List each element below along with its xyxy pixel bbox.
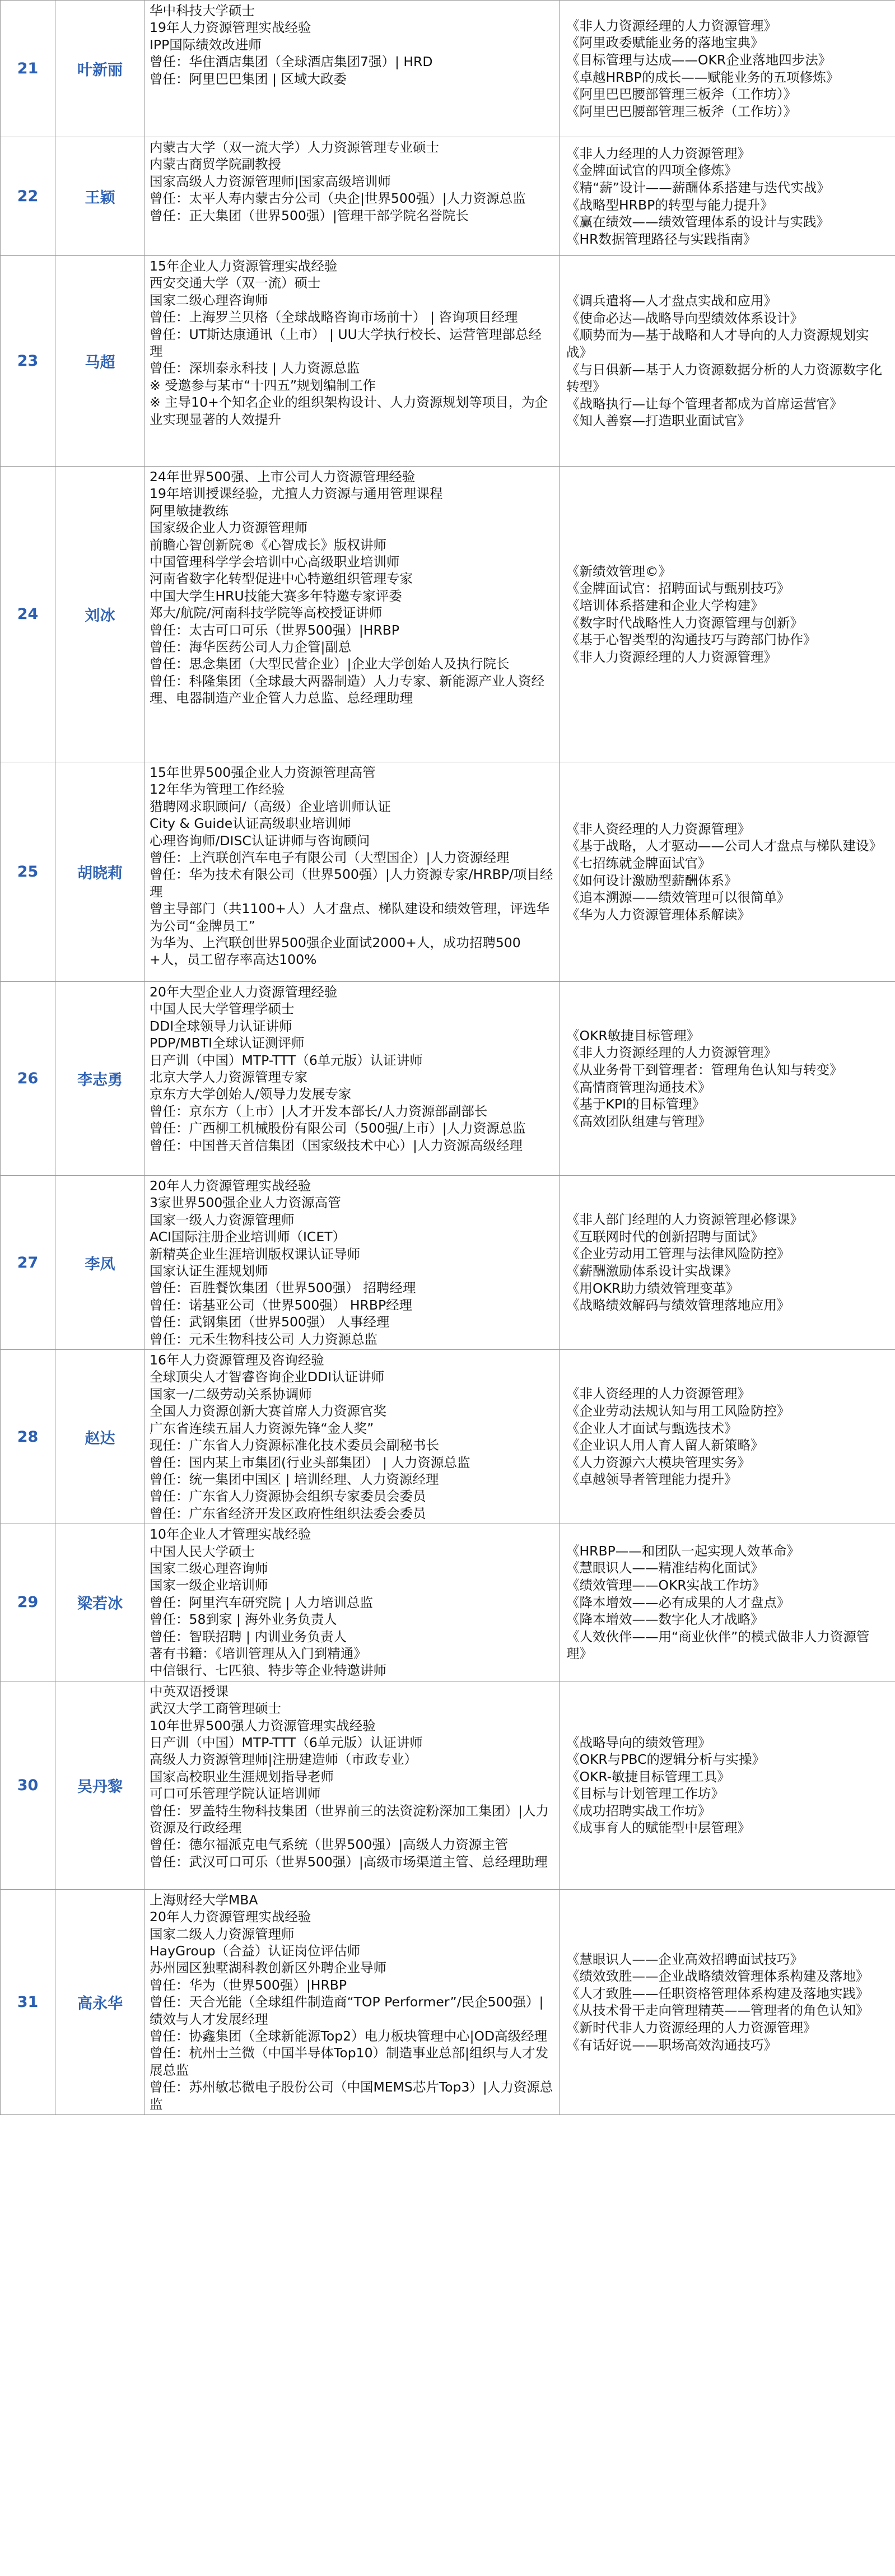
- row-number: 28: [1, 1350, 55, 1524]
- course-title: 《非人力资源经理的人力资源管理》: [566, 649, 777, 665]
- lecturer-courses: [560, 256, 895, 467]
- bio-line: 15年世界500强企业人力资源管理高管: [150, 765, 376, 780]
- lecturer-row: [1, 1889, 895, 2114]
- lecturer-bio: [145, 137, 560, 256]
- bio-line: 国家高级人力资源管理师|国家高级培训师: [150, 173, 391, 189]
- bio-line: 20年人力资源管理实战经验: [150, 1178, 311, 1194]
- lecturer-name: 马超: [55, 256, 145, 467]
- lecturer-name: 梁若冰: [55, 1524, 145, 1681]
- bio-line: 现任：广东省人力资源标准化技术委员会副秘书长: [150, 1437, 439, 1454]
- course-title: 《有话好说——职场高效沟通技巧》: [566, 2037, 777, 2053]
- course-title: 《非人部门经理的人力资源管理必修课》: [566, 1212, 803, 1228]
- bio-line: 曾任：上海罗兰贝格（全球战略咨询市场前十） | 咨询项目经理: [150, 309, 518, 325]
- course-title: 《使命必达—战略导向型绩效体系设计》: [566, 310, 803, 326]
- bio-line: 10年世界500强人力资源管理实战经验: [150, 1717, 376, 1734]
- bio-line: 可口可乐管理学院认证培训师: [150, 1786, 321, 1802]
- lecturer-row: [1, 137, 895, 256]
- bio-line: 日产训（中国）MTP-TTT（6单元版）认证讲师: [150, 1735, 423, 1750]
- bio-line: 曾任：苏州敏芯微电子股份公司（中国MEMS芯片Top3）|人力资源总监: [150, 2079, 553, 2112]
- bio-line: 中国大学生HRU技能大赛多年特邀专家评委: [150, 588, 402, 604]
- bio-line: ACI国际注册企业培训师（ICET）: [150, 1229, 346, 1245]
- bio-line: 曾任：广东省经济开发区政府性组织法委会委员: [150, 1505, 426, 1521]
- lecturer-row: [1, 982, 895, 1176]
- bio-line: 国家二级人力资源管理师: [150, 1926, 295, 1942]
- lecturer-row: [1, 1524, 895, 1681]
- bio-line: 曾任：百胜餐饮集团（世界500强） 招聘经理: [150, 1280, 416, 1296]
- course-title: 《人效伙伴——用“商业伙伴”的模式做非人力资源管理》: [566, 1628, 870, 1662]
- bio-line: 新精英企业生涯培训版权课认证导师: [150, 1246, 360, 1262]
- bio-line: 国家高校职业生涯规划指导老师: [150, 1768, 334, 1785]
- row-number: 24: [1, 467, 55, 762]
- course-title: 《非人力资源经理的人力资源管理》: [566, 1045, 777, 1061]
- course-title: 《慧眼识人——企业高效招聘面试技巧》: [566, 1951, 803, 1967]
- bio-line: 郑大/航院/河南科技学院等高校授证讲师: [150, 605, 383, 621]
- lecturer-bio: [145, 1681, 560, 1889]
- bio-line: 曾任：元禾生物科技公司 人力资源总监: [150, 1331, 377, 1347]
- course-title: 《OKR-敏捷目标管理工具》: [566, 1768, 730, 1785]
- bio-line: 曾主导部门（共1100+人）人才盘点、梯队建设和绩效管理，评选华为公司“金牌员工”: [150, 901, 549, 934]
- lecturer-name: 吴丹黎: [55, 1681, 145, 1889]
- course-title: 《战略型HRBP的转型与能力提升》: [566, 197, 773, 213]
- course-title: 《目标管理与达成——OKR企业落地四步法》: [566, 52, 832, 68]
- bio-line: 曾任：杭州士兰微（中国半导体Top10）制造事业总部|组织与人才发展总监: [150, 2045, 548, 2078]
- bio-line: 著有书籍：《培训管理从入门到精通》: [150, 1645, 367, 1661]
- lecturer-name: 胡晓莉: [55, 762, 145, 982]
- course-title: 《基于战略，人才驱动——公司人才盘点与梯队建设》: [566, 838, 882, 854]
- course-title: 《金牌面试官的四项全修炼》: [566, 162, 738, 179]
- bio-line: 曾任：思念集团（大型民营企业）|企业大学创始人及执行院长: [150, 656, 510, 672]
- lecturer-courses: [560, 1, 895, 137]
- bio-line: 曾任：武汉可口可乐（世界500强）|高级市场渠道主管、总经理助理: [150, 1853, 548, 1870]
- bio-line: 曾任：UT斯达康通讯（上市） | UU大学执行校长、运营管理部总经理: [150, 326, 542, 360]
- bio-line: 为华为、上汽联创世界500强企业面试2000+人，成功招聘500+人，员工留存率高达100%: [150, 935, 521, 968]
- course-title: 《用OKR助力绩效管理变革》: [566, 1280, 739, 1296]
- bio-line: 曾任：华住酒店集团（全球酒店集团7强）| HRD: [150, 54, 433, 70]
- lecturer-name: 王颖: [55, 137, 145, 256]
- lecturer-courses: [560, 982, 895, 1176]
- bio-line: 20年人力资源管理实战经验: [150, 1909, 311, 1925]
- bio-line: 高级人力资源管理师|注册建造师（市政专业）: [150, 1752, 417, 1768]
- course-title: 《知人善察—打造职业面试官》: [566, 413, 751, 429]
- lecturer-courses: [560, 1176, 895, 1350]
- bio-line: 曾任：阿里巴巴集团 | 区域大政委: [150, 71, 347, 87]
- course-title: 《阿里政委赋能业务的落地宝典》: [566, 35, 764, 51]
- lecturer-bio: [145, 1176, 560, 1350]
- course-title: 《成事育人的赋能型中层管理》: [566, 1820, 751, 1836]
- bio-line: 曾任：深圳泰永科技 | 人力资源总监: [150, 360, 360, 376]
- bio-line: 10年企业人才管理实战经验: [150, 1526, 311, 1543]
- course-title: 《非人力资源经理的人力资源管理》: [566, 17, 777, 34]
- lecturer-row: [1, 1681, 895, 1889]
- bio-line: 武汉大学工商管理硕士: [150, 1701, 281, 1717]
- lecturer-name: 赵达: [55, 1350, 145, 1524]
- lecturer-table-body: [1, 1, 895, 2115]
- bio-line: ※ 受邀参与某市“十四五”规划编制工作: [150, 377, 376, 393]
- bio-line: 曾任：协鑫集团（全球新能源Top2）电力板块管理中心|OD高级经理: [150, 2028, 548, 2044]
- bio-line: 12年华为管理工作经验: [150, 781, 285, 798]
- bio-line: 曾任：统一集团中国区 | 培训经理、人力资源经理: [150, 1471, 439, 1487]
- lecturer-row: [1, 256, 895, 467]
- bio-line: 广东省连续五届人力资源先锋“金人奖”: [150, 1420, 374, 1436]
- bio-line: 中英双语授课: [150, 1683, 229, 1699]
- bio-line: 前瞻心智创新院®《心智成长》版权讲师: [150, 537, 386, 553]
- bio-line: 曾任：太古可口可乐（世界500强）|HRBP: [150, 622, 400, 638]
- lecturer-courses: [560, 1681, 895, 1889]
- lecturer-bio: [145, 1350, 560, 1524]
- lecturer-bio: [145, 1, 560, 137]
- course-title: 《从技术骨干走向管理精英——管理者的角色认知》: [566, 2002, 869, 2019]
- lecturer-courses: [560, 762, 895, 982]
- course-title: 《薪酬激励体系设计实战课》: [566, 1263, 738, 1279]
- lecturer-row: [1, 1350, 895, 1524]
- course-title: 《降本增效——必有成果的人才盘点》: [566, 1594, 790, 1610]
- course-title: 《调兵遣将—人才盘点实战和应用》: [566, 293, 777, 309]
- course-title: 《互联网时代的创新招聘与面试》: [566, 1228, 764, 1245]
- bio-line: 曾任：京东方（上市）|人才开发本部长/人力资源部副部长: [150, 1103, 488, 1119]
- lecturer-bio: [145, 256, 560, 467]
- bio-line: 中国人民大学管理学硕士: [150, 1001, 295, 1017]
- bio-line: 曾任：海华医药公司人力企管|副总: [150, 639, 352, 655]
- lecturer-row: [1, 762, 895, 982]
- bio-line: PDP/MBTI全球认证测评师: [150, 1035, 305, 1051]
- course-title: 《HRBP——和团队一起实现人效革命》: [566, 1543, 800, 1559]
- bio-line: 19年培训授课经验，尤擅人力资源与通用管理课程: [150, 486, 443, 502]
- bio-line: 20年大型企业人力资源管理经验: [150, 984, 338, 1000]
- course-title: 《高效团队组建与管理》: [566, 1113, 711, 1129]
- course-title: 《从业务骨干到管理者：管理角色认知与转变》: [566, 1061, 843, 1078]
- row-number: 30: [1, 1681, 55, 1889]
- bio-line: 24年世界500强、上市公司人力资源管理经验: [150, 469, 416, 485]
- course-title: 《金牌面试官：招聘面试与甄别技巧》: [566, 580, 790, 597]
- course-title: 《OKR与PBC的逻辑分析与实操》: [566, 1752, 766, 1768]
- course-title: 《降本增效——数字化人才战略》: [566, 1611, 764, 1628]
- bio-line: 曾任：科隆集团（全球最大两器制造）人力专家、新能源产业人资经理、电器制造产业企管人力总监、总经理助理: [150, 673, 544, 706]
- course-title: 《基于KPI的目标管理》: [566, 1096, 706, 1112]
- lecturer-bio: [145, 982, 560, 1176]
- bio-line: 国家一级企业培训师: [150, 1577, 268, 1594]
- bio-line: 国家二级心理咨询师: [150, 292, 268, 308]
- course-title: 《精“薪”设计——薪酬体系搭建与迭代实战》: [566, 179, 830, 195]
- bio-line: 曾任：上汽联创汽车电子有限公司（大型国企）|人力资源经理: [150, 850, 510, 866]
- course-title: 《企业人才面试与甄选技术》: [566, 1420, 738, 1436]
- course-title: 《成功招聘实战工作坊》: [566, 1802, 711, 1819]
- lecturer-name: 李志勇: [55, 982, 145, 1176]
- bio-line: 曾任：广西柳工机械股份有限公司（500强/上市）|人力资源总监: [150, 1120, 526, 1136]
- row-number: 26: [1, 982, 55, 1176]
- bio-line: 内蒙古大学（双一流大学）人力资源管理专业硕士: [150, 139, 439, 155]
- lecturer-name: 高永华: [55, 1889, 145, 2114]
- bio-line: 曾任：华为技术有限公司（世界500强）|人力资源专家/HRBP/项目经理: [150, 867, 553, 900]
- bio-line: 国家认证生涯规划师: [150, 1263, 268, 1279]
- row-number: 21: [1, 1, 55, 137]
- bio-line: 曾任：华为（世界500强）|HRBP: [150, 1977, 347, 1993]
- bio-line: 曾任：中国普天首信集团（国家级技术中心）|人力资源高级经理: [150, 1137, 523, 1153]
- bio-line: 北京大学人力资源管理专家: [150, 1069, 307, 1086]
- lecturer-row: [1, 1176, 895, 1350]
- bio-line: 内蒙古商贸学院副教授: [150, 156, 281, 173]
- bio-line: 国家级企业人力资源管理师: [150, 520, 307, 536]
- bio-line: 中信银行、七匹狼、特步等企业特邀讲师: [150, 1662, 386, 1679]
- lecturer-row: [1, 1, 895, 137]
- bio-line: 河南省数字化转型促进中心特邀组织管理专家: [150, 571, 413, 587]
- lecturer-bio: [145, 1889, 560, 2114]
- course-title: 《培训体系搭建和企业大学构建》: [566, 597, 764, 613]
- course-title: 《企业劳动法规认知与用工风险防控》: [566, 1403, 790, 1419]
- course-title: 《非人资经理的人力资源管理》: [566, 821, 751, 837]
- bio-line: 京东方大学创始人/领导力发展专家: [150, 1086, 352, 1102]
- lecturer-courses: [560, 467, 895, 762]
- lecturer-bio: [145, 762, 560, 982]
- course-title: 《卓越HRBP的成长——赋能业务的五项修炼》: [566, 69, 840, 85]
- bio-line: 国家一/二级劳动关系协调师: [150, 1386, 312, 1402]
- course-title: 《顺势而为—基于战略和人才导向的人力资源规划实战》: [566, 327, 869, 360]
- course-title: 《阿里巴巴腰部管理三板斧（工作坊）》: [566, 86, 797, 103]
- bio-line: 阿里敏捷教练: [150, 502, 229, 519]
- course-title: 《目标与计划管理工作坊》: [566, 1786, 724, 1802]
- lecturer-courses: [560, 1524, 895, 1681]
- course-title: 《人才致胜——任职资格管理体系构建及落地实践》: [566, 1985, 869, 2001]
- bio-line: 华中科技大学硕士: [150, 3, 255, 18]
- bio-line: 全球顶尖人才智睿咨询企业DDI认证讲师: [150, 1369, 385, 1385]
- bio-line: City & Guide认证高级职业培训师: [150, 816, 351, 832]
- course-title: 《如何设计激励型薪酬体系》: [566, 872, 738, 888]
- bio-line: 曾任：德尔福派克电气系统（世界500强）|高级人力资源主管: [150, 1837, 509, 1853]
- bio-line: 曾任：58到家 | 海外业务负责人: [150, 1611, 337, 1628]
- bio-line: 全国人力资源创新大赛首席人力资源官奖: [150, 1403, 386, 1419]
- course-title: 《华为人力资源管理体系解读》: [566, 906, 751, 923]
- course-title: 《战略执行—让每个管理者都成为首席运营官》: [566, 395, 843, 412]
- course-title: 《新绩效管理©》: [566, 563, 672, 579]
- bio-line: IPP国际绩效改进师: [150, 36, 262, 53]
- bio-line: 曾任：天合光能（全球组件制造商“TOP Performer”/民企500强）|绩效与人才发展经理: [150, 1994, 544, 2027]
- row-number: 23: [1, 256, 55, 467]
- course-title: 《非人力经理的人力资源管理》: [566, 145, 751, 161]
- bio-line: 上海财经大学MBA: [150, 1892, 258, 1908]
- lecturer-name: 叶新丽: [55, 1, 145, 137]
- course-title: 《企业识人用人育人留人新策略》: [566, 1437, 764, 1454]
- bio-line: 猎聘网求职顾问/（高级）企业培训师认证: [150, 798, 391, 814]
- course-title: 《七招练就金牌面试官》: [566, 855, 711, 871]
- lecturer-row: [1, 467, 895, 762]
- bio-line: 曾任：国内某上市集团(行业头部集团） | 人力资源总监: [150, 1454, 470, 1470]
- course-title: 《卓越领导者管理能力提升》: [566, 1471, 738, 1488]
- bio-line: 19年人力资源管理实战经验: [150, 20, 311, 36]
- course-title: 《战略绩效解码与绩效管理落地应用》: [566, 1297, 790, 1313]
- bio-line: ※ 主导10+个知名企业的组织架构设计、人力资源规划等项目，为企业实现显著的人效提升: [150, 394, 548, 427]
- bio-line: 心理咨询师/DISC认证讲师与咨询顾问: [150, 832, 370, 849]
- course-title: 《企业劳动用工管理与法律风险防控》: [566, 1246, 790, 1262]
- row-number: 27: [1, 1176, 55, 1350]
- row-number: 31: [1, 1889, 55, 2114]
- bio-line: 曾任：诺基亚公司（世界500强） HRBP经理: [150, 1297, 413, 1313]
- bio-line: 中国管理科学学会培训中心高级职业培训师: [150, 554, 400, 570]
- bio-line: 曾任：罗盖特生物科技集团（世界前三的法资淀粉深加工集团）|人力资源及行政经理: [150, 1802, 549, 1836]
- lecturer-courses: [560, 137, 895, 256]
- lecturer-bio: [145, 1524, 560, 1681]
- course-title: 《阿里巴巴腰部管理三板斧（工作坊）》: [566, 103, 797, 119]
- bio-line: 曾任：太平人寿内蒙古分公司（央企|世界500强）|人力资源总监: [150, 190, 526, 207]
- course-title: 《战略导向的绩效管理》: [566, 1734, 711, 1750]
- lecturer-name: 李凤: [55, 1176, 145, 1350]
- course-title: 《慧眼识人——精准结构化面试》: [566, 1560, 764, 1576]
- lecturer-name: 刘冰: [55, 467, 145, 762]
- course-title: 《绩效致胜——企业战略绩效管理体系构建及落地》: [566, 1968, 869, 1985]
- lecturer-bio: [145, 467, 560, 762]
- course-title: 《绩效管理——OKR实战工作坊》: [566, 1577, 766, 1594]
- bio-line: 曾任：智联招聘 | 内训业务负责人: [150, 1628, 347, 1645]
- course-title: 《非人资经理的人力资源管理》: [566, 1386, 751, 1402]
- bio-line: DDI全球领导力认证讲师: [150, 1018, 292, 1034]
- bio-line: 16年人力资源管理及咨询经验: [150, 1352, 324, 1368]
- bio-line: 苏州园区独墅湖科教创新区外聘企业导师: [150, 1960, 386, 1976]
- bio-line: 曾任：武钢集团（世界500强） 人事经理: [150, 1314, 390, 1330]
- bio-line: 西安交通大学（双一流）硕士: [150, 275, 321, 291]
- bio-line: 中国人民大学硕士: [150, 1543, 255, 1559]
- course-title: 《追本溯源——绩效管理可以很简单》: [566, 889, 790, 906]
- course-title: 《OKR敏捷目标管理》: [566, 1027, 700, 1044]
- course-title: 《数字时代战略性人力资源管理与创新》: [566, 614, 803, 631]
- course-title: 《人力资源六大模块管理实务》: [566, 1454, 751, 1470]
- course-title: 《赢在绩效——绩效管理体系的设计与实践》: [566, 214, 829, 230]
- bio-line: 国家一级人力资源管理师: [150, 1212, 295, 1228]
- lecturer-courses: [560, 1350, 895, 1524]
- bio-line: 国家二级心理咨询师: [150, 1560, 268, 1576]
- lecturer-courses: [560, 1889, 895, 2114]
- bio-line: 15年企业人力资源管理实战经验: [150, 258, 338, 274]
- course-title: 《新时代非人力资源经理的人力资源管理》: [566, 2020, 817, 2036]
- row-number: 22: [1, 137, 55, 256]
- row-number: 29: [1, 1524, 55, 1681]
- bio-line: 曾任：广东省人力资源协会组织专家委员会委员: [150, 1488, 426, 1504]
- bio-line: 曾任：正大集团（世界500强）|管理干部学院名誉院长: [150, 207, 469, 223]
- bio-line: 曾任：阿里汽车研究院 | 人力培训总监: [150, 1594, 373, 1610]
- row-number: 25: [1, 762, 55, 982]
- course-title: 《HR数据管理路径与实践指南》: [566, 231, 757, 247]
- bio-line: 日产训（中国）MTP-TTT（6单元版）认证讲师: [150, 1052, 423, 1068]
- course-title: 《基于心智类型的沟通技巧与跨部门协作》: [566, 632, 817, 648]
- bio-line: 3家世界500强企业人力资源高管: [150, 1195, 341, 1211]
- bio-line: HayGroup（合益）认证岗位评估师: [150, 1943, 361, 1959]
- course-title: 《与日俱新—基于人力资源数据分析的人力资源数字化转型》: [566, 361, 882, 395]
- course-title: 《高情商管理沟通技术》: [566, 1079, 711, 1095]
